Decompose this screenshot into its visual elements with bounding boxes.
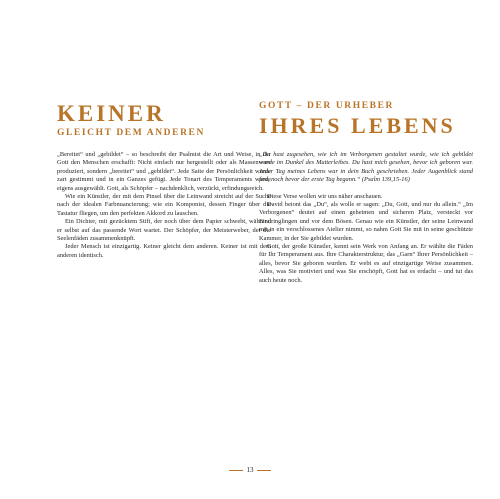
left-heading-block	[57, 100, 271, 139]
bible-quote-text: „Du hast zugesehen, wie ich im Verborgenen gestaltet wurde, wie ich gebildet wurde im Dunkel des Mutterleibes. Du hast mich gesehen, bevor ich geboren war. Jeder Tag meines Lebens war in dein Buch geschrieben. Jeder Augenblick stand fest, noch bevor der erste Tag begann.“	[259, 151, 473, 184]
left-paragraph: Wie ein Künstler, der mit dem Pinsel über die Leinwand streicht auf der Suche nach der idealen Farbnuancierung; wie ein Komponist, dessen Finger über die Tastatur fliegen, um den perfekten Akkord zu lauschen.	[57, 193, 271, 217]
bible-quote	[259, 151, 473, 185]
page-number-value: 13	[246, 466, 254, 474]
right-paragraph: Diese Verse wollen wir uns näher anschauen.	[267, 192, 383, 200]
right-paragraph: Gott, der große Künstler, kennt sein Werk von Anfang an. Er wählte die Fäden für Ihr Temperament aus. Ihre Charakterstruktur, das „Garn“ Ihrer Persönlichkeit – alles, bevor Sie geboren wurden. Er webt es auf einzigartige Weise zusammen. Alles, was Sie motiviert und was Sie erschöpft, Gott hat es erdacht – und tut das auch heute noch.	[259, 243, 473, 284]
left-paragraph: Jeder Mensch ist einzigartig. Keiner gleicht dem anderen. Keiner ist mit dem anderen identisch.	[57, 243, 271, 259]
right-heading-block	[259, 100, 473, 137]
right-body-text	[259, 151, 473, 285]
left-heading-title: KEINER	[57, 101, 166, 126]
left-heading-subtitle: GLEICHT DEM ANDEREN	[57, 128, 205, 138]
left-paragraph: „Bereitet“ und „gebildet“ – so beschreibt der Psalmist die Art und Weise, in der Gott den Menschen erschafft: Nicht einfach nur hergestellt oder als Massenware produziert, sondern „bereitet“ und „gebildet“. Jede Saite der Persönlichkeit wurde zart gestimmt und in ein Ganzes gefügt. Jede Tonart des Temperaments wurde eigens ausgewählt. Gott, als Schöpfer – nachdenklich, verzückt, erfindungsreich.	[57, 151, 271, 192]
right-paragraph: David betont das „Du“, als wolle er sagen: „Du, Gott, und nur du allein.“ „Im Verborgenen“ deutet auf einen geheimen und sicheren Platz, versteckt vor Eindringlingen und vor dem Bösen. Genau wie ein Künstler, der seine Leinwand mit in ein verschlossenes Atelier nimmt, so nahm Gott Sie mit in seine geschützte Kammer, in der Sie gebildet wurden.	[259, 201, 473, 242]
bible-quote-reference: (Psalm 139,15-16)	[361, 176, 410, 184]
ornament-left-icon	[229, 470, 243, 471]
right-heading-kicker: GOTT – DER URHEBER	[259, 101, 394, 111]
left-paragraph: Ein Dichter, mit gezücktem Stift, der noch über dem Papier schwebt, während er selbst auf das passende Wort wartet. Der Schöpfer, der Meisterweber, der die Seelenfäden zusammenknüpft.	[57, 218, 271, 243]
left-body-text	[57, 151, 271, 260]
page-number	[0, 466, 500, 474]
ornament-right-icon	[257, 470, 271, 471]
right-heading-title: IHRES LEBENS	[259, 112, 456, 138]
